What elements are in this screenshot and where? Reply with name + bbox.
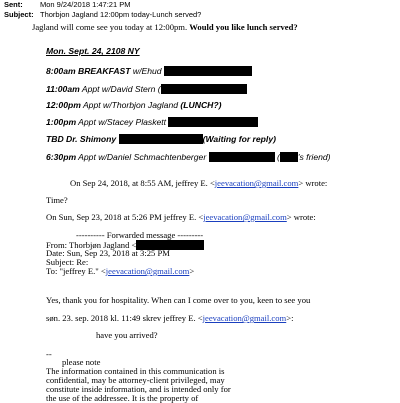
thanks-line: Yes, thank you for hospitality. When can I come over to you, keen to see you: [46, 295, 311, 305]
subject-value: Thorbjon Jagland 12:00pm today-Lunch served?: [40, 10, 202, 19]
schedule-item-shimony: TBD Dr. Shimony (Waiting for reply): [46, 134, 276, 144]
schedule-item-jagland: 12:00pm Appt w/Thorbjon Jagland (LUNCH?): [46, 100, 222, 110]
email-link[interactable]: jeevacation@gmail.com: [214, 178, 299, 188]
email-link[interactable]: jeevacation@gmail.com: [202, 313, 287, 323]
schedule-item-schmachtenberger: 6:30pm Appt w/Daniel Schmachtenberger ( 's friend): [46, 152, 331, 162]
arrived-line: have you arrived?: [96, 330, 158, 340]
forwarded-banner: ---------- Forwarded message ---------: [76, 230, 204, 240]
intro-question: Would you like lunch served?: [189, 22, 298, 32]
subject-row: [4, 11, 201, 19]
sent-label: Sent:: [4, 0, 23, 9]
disclaimer-line: the use of the addressee. It is the property of: [46, 393, 199, 403]
redaction-block: [168, 117, 258, 127]
redaction-block: [280, 152, 298, 162]
redaction-block: [164, 66, 252, 76]
subject-label: Subject:: [4, 10, 34, 19]
to-line: To: "jeffrey E." <jeevacation@gmail.com>: [46, 266, 195, 276]
sent-row: [4, 1, 130, 9]
subject-line: Subject: Re:: [46, 257, 89, 267]
date-line: Date: Sun, Sep 23, 2018 at 3:25 PM: [46, 248, 170, 258]
intro-text: Jagland will come see you today at 12:00pm.: [32, 22, 188, 32]
signature-dashes: --: [46, 349, 52, 359]
sent-value: Mon 9/24/2018 1:47:21 PM: [40, 0, 131, 9]
disclaimer-line: constitute inside information, and is intended only for: [46, 384, 231, 394]
intro-line: [32, 23, 298, 32]
redaction-block: [161, 84, 247, 94]
please-note: please note: [62, 357, 101, 367]
disclaimer-line: The information contained in this communication is: [46, 366, 225, 376]
schedule-item-stern: 11:00am Appt w/David Stern (: [46, 84, 247, 94]
from-line: From: Thorbjøn Jagland <: [46, 240, 204, 250]
schedule-item-breakfast: 8:00am BREAKFAST w/Ehud: [46, 66, 252, 76]
redaction-block: [209, 152, 275, 162]
schedule-item-plaskett: 1:00pm Appt w/Stacey Plaskett: [46, 117, 258, 127]
email-link[interactable]: jeevacation@gmail.com: [105, 266, 190, 276]
disclaimer-line: confidential, may be attorney-client privileged, may: [46, 375, 225, 385]
schedule-date-heading: Mon. Sept. 24, 2108 NY: [46, 46, 140, 56]
son-header: søn. 23. sep. 2018 kl. 11:49 skrev jeffrey E. <jeevacation@gmail.com>:: [46, 313, 294, 323]
reply1-header: On Sep 24, 2018, at 8:55 AM, jeffrey E. <jeevacation@gmail.com> wrote:: [70, 178, 328, 188]
redaction-block: [119, 134, 203, 144]
time-question: Time?: [46, 195, 68, 205]
reply2-header: On Sun, Sep 23, 2018 at 5:26 PM jeffrey E. <jeevacation@gmail.com> wrote:: [46, 212, 316, 222]
email-link[interactable]: jeevacation@gmail.com: [203, 212, 287, 222]
